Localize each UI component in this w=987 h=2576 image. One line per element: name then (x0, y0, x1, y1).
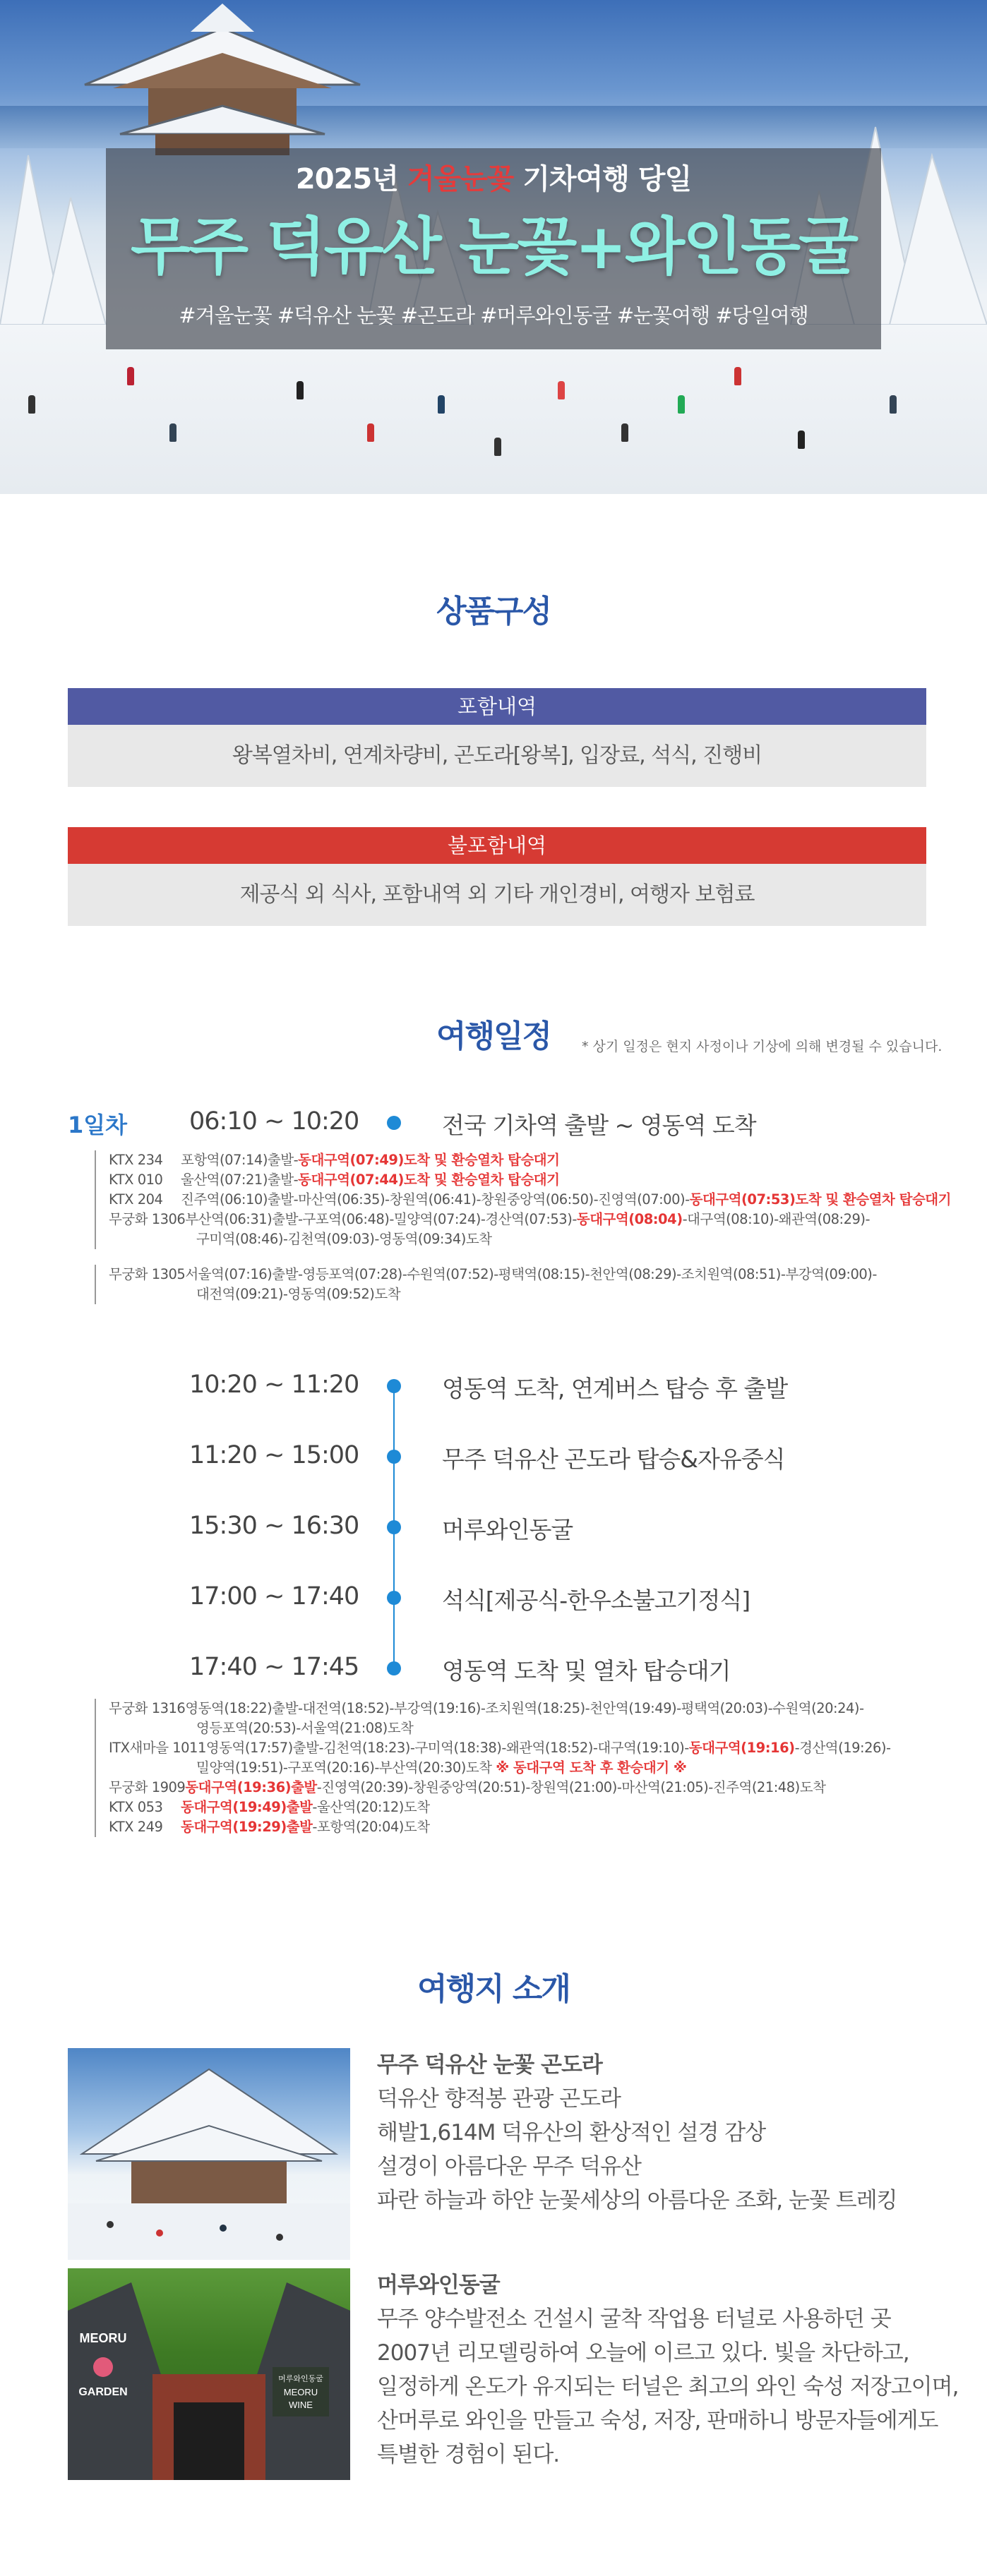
train-row: KTX 010 울산역(07:21)출발-동대구역(07:44)도착 및 환승열차 탑승대기 (109, 1172, 560, 1188)
spot2-line: 특별한 경험이 된다. (377, 2442, 560, 2467)
hero-subtitle: 2025년 겨울눈꽃 기차여행 당일 (295, 163, 692, 195)
snow-ground (0, 325, 987, 494)
spot1-name: 무주 덕유산 눈꽃 곤도라 (377, 2052, 602, 2078)
train-row: 밀양역(19:51)-구포역(20:16)-부산역(20:30)도착 ※ 동대구역 도착 후 환승대기 ※ (196, 1759, 687, 1776)
included-text: 왕복열차비, 연계차량비, 곤도라[왕복], 입장료, 석식, 진행비 (68, 725, 926, 787)
sign-wine-en2: WINE (289, 2400, 313, 2410)
train-row: 영등포역(20:53)-서울역(21:08)도착 (196, 1720, 414, 1736)
schedule-event: 석식[제공식-한우소불고기정식] (442, 1587, 750, 1614)
sign-meoru: MEORU (79, 2331, 127, 2345)
included-label: 포함내역 (68, 688, 926, 725)
skier-figure (798, 431, 805, 449)
return-trains (95, 1699, 891, 1837)
schedule-event: 무주 덕유산 곤도라 탑승&자유중식 (442, 1445, 785, 1473)
schedule-time: 17:40 ~ 17:45 (189, 1653, 359, 1681)
spot1-line: 해발1,614M 덕유산의 환상적인 설경 감상 (377, 2120, 766, 2145)
train-row: KTX 234 포항역(07:14)출발-동대구역(07:49)도착 및 환승열차 탑승대기 (109, 1152, 560, 1168)
train-row: KTX 249 동대구역(19:29)출발-포항역(20:04)도착 (109, 1819, 430, 1835)
schedule-time: 11:20 ~ 15:00 (189, 1441, 359, 1469)
skier-figure (494, 438, 501, 456)
schedule-event: 영동역 도착, 연계버스 탑승 후 출발 (442, 1375, 788, 1402)
outbound-trains (95, 1150, 951, 1249)
excluded-label: 불포함내역 (68, 827, 926, 864)
itinerary-title: 여행일정 (436, 1018, 551, 1054)
schedule-event: 전국 기차역 출발 ~ 영동역 도착 (442, 1112, 756, 1139)
skier-figure (890, 395, 897, 414)
skier-figure (367, 423, 374, 442)
hero-banner (0, 0, 987, 494)
spot1-line: 파란 하늘과 하얀 눈꽃세상의 아름다운 조화, 눈꽃 트레킹 (377, 2188, 897, 2213)
train-row: ITX새마을 1011영동역(17:57)출발-김천역(18:23)-구미역(18:38)-왜관역(18:52)-대구역(19:10)-동대구역(19:16)-경산역(19:26)- (109, 1740, 891, 1756)
wine-cave-photo (68, 2268, 350, 2480)
gondola-photo (68, 2048, 350, 2260)
outbound-trains-seoul (95, 1265, 877, 1304)
excluded-text: 제공식 외 식사, 포함내역 외 기타 개인경비, 여행자 보험료 (68, 864, 926, 926)
skier-figure (438, 395, 445, 414)
skier-figure (169, 423, 177, 442)
skier-figure (297, 381, 304, 399)
schedule-time: 06:10 ~ 10:20 (189, 1107, 359, 1136)
spot2-line: 산머루로 와인을 만들고 숙성, 저장, 판매하니 방문자들에게도 (377, 2408, 938, 2433)
timeline-dot (387, 1116, 401, 1130)
skier-figure (28, 395, 35, 414)
timeline-dot (387, 1661, 401, 1675)
train-row: 구미역(08:46)-김천역(09:03)-영동역(09:34)도착 (196, 1231, 492, 1247)
schedule-time: 17:00 ~ 17:40 (189, 1582, 359, 1611)
sign-garden: GARDEN (78, 2386, 128, 2398)
itinerary-note: * 상기 일정은 현지 사정이나 기상에 의해 변경될 수 있습니다. (582, 1039, 943, 1054)
skier-figure (127, 367, 134, 385)
hero-hashtags: #겨울눈꽃 #덕유산 눈꽃 #곤도라 #머루와인동굴 #눈꽃여행 #당일여행 (179, 303, 808, 327)
intro-title: 여행지 소개 (417, 1971, 570, 2007)
hero-title: 무주 덕유산 눈꽃+와인동굴 (130, 210, 857, 283)
train-row: 무궁화 1306부산역(06:31)출발-구포역(06:48)-밀양역(07:24)-경산역(07:53)-동대구역(08:04)-대구역(08:10)-왜관역(08:29)- (109, 1211, 871, 1227)
spot2-name: 머루와인동굴 (377, 2273, 500, 2298)
spot1-line: 덕유산 향적봉 관광 곤도라 (377, 2086, 621, 2112)
spot1-line: 설경이 아름다운 무주 덕유산 (377, 2154, 641, 2179)
skier-figure (558, 381, 565, 399)
timeline-dot (387, 1591, 401, 1605)
day-label: 1일차 (68, 1112, 128, 1138)
train-row: 무궁화 1316영동역(18:22)출발-대전역(18:52)-부강역(19:16)-조치원역(18:25)-천안역(19:49)-평택역(20:03)-수원역(20:24)- (109, 1700, 864, 1716)
skier-figure (621, 423, 628, 442)
train-row: KTX 204 진주역(06:10)출발-마산역(06:35)-창원역(06:41)-창원중앙역(06:50)-진영역(07:00)-동대구역(07:53)도착 및 환승열차 탑승대기 (109, 1191, 951, 1208)
sign-wine-en1: MEORU (283, 2387, 318, 2397)
timeline-dot (387, 1450, 401, 1464)
skier-figure (678, 395, 685, 414)
spot2-line: 일정하게 온도가 유지되는 터널은 최고의 와인 숙성 저장고이며, (377, 2374, 959, 2400)
schedule-time: 10:20 ~ 11:20 (189, 1371, 359, 1399)
train-row: 무궁화 1305서울역(07:16)출발-영등포역(07:28)-수원역(07:52)-평택역(08:15)-천안역(08:29)-조치원역(08:51)-부강역(09:00)- (109, 1266, 877, 1282)
skier-figure (734, 367, 741, 385)
spot2-line: 2007년 리모델링하여 오늘에 이르고 있다. 빛을 차단하고, (377, 2340, 909, 2366)
timeline-dot (387, 1379, 401, 1393)
schedule-event: 머루와인동굴 (442, 1516, 573, 1543)
train-row: KTX 053 동대구역(19:49)출발-울산역(20:12)도착 (109, 1799, 430, 1815)
schedule-time: 15:30 ~ 16:30 (189, 1512, 359, 1540)
timeline-dot (387, 1520, 401, 1534)
spot2-line: 무주 양수발전소 건설시 굴착 작업용 터널로 사용하던 곳 (377, 2306, 891, 2332)
sign-wine-kr: 머루와인동굴 (278, 2374, 323, 2383)
composition-title: 상품구성 (436, 594, 551, 630)
schedule-event: 영동역 도착 및 열차 탑승대기 (442, 1657, 731, 1685)
train-row: 대전역(09:21)-영동역(09:52)도착 (196, 1286, 401, 1302)
train-row: 무궁화 1909동대구역(19:36)출발-진영역(20:39)-창원중앙역(20:51)-창원역(21:00)-마산역(21:05)-진주역(21:48)도착 (109, 1779, 826, 1795)
